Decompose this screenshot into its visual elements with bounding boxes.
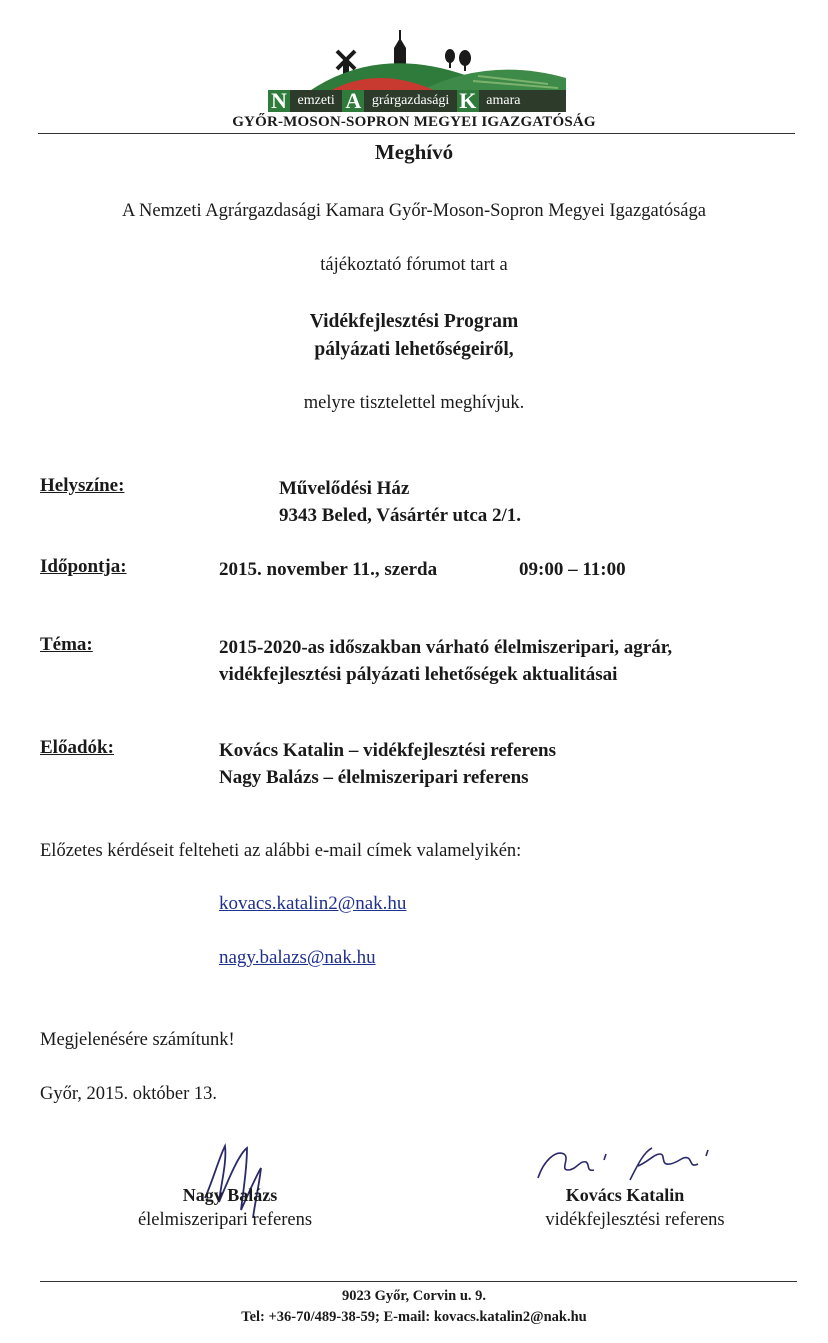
topic-title-1: Vidékfejlesztési Program — [309, 311, 519, 332]
organization-unit: GYŐR-MOSON-SOPRON MEGYEI IGAZGATÓSÁG — [232, 114, 596, 130]
header-divider — [38, 133, 795, 134]
logo-word-grargazdasagi: grárgazdasági — [371, 93, 450, 108]
logo-letter-n: N — [268, 90, 290, 112]
intro-line-2: tájékoztató fórumot tart a — [320, 255, 508, 275]
email-link-kovacs[interactable]: kovacs.katalin2@nak.hu — [219, 893, 407, 914]
location-line-1: Művelődési Ház — [279, 478, 410, 499]
intro-line-1: A Nemzeti Agrárgazdasági Kamara Győr-Moson-Sopron Megyei Igazgatósága — [122, 201, 706, 221]
speaker-1: Kovács Katalin – vidékfejlesztési referens — [219, 740, 557, 761]
footer-contact: Tel: +36-70/489-38-59; E-mail: kovacs.katalin2@nak.hu — [241, 1309, 587, 1325]
footer-divider — [40, 1281, 797, 1282]
time-date: 2015. november 11., szerda — [219, 559, 438, 580]
closing-text: Megjelenésére számítunk! — [40, 1030, 235, 1050]
signature-kovacs-icon — [530, 1140, 720, 1190]
logo-letter-a: A — [342, 90, 364, 112]
time-hours: 09:00 – 11:00 — [519, 559, 626, 580]
email-link-nagy[interactable]: nagy.balazs@nak.hu — [219, 947, 376, 968]
chamber-logo — [268, 26, 566, 114]
document-title: Meghívó — [374, 140, 454, 164]
intro-line-3: melyre tisztelettel meghívjuk. — [303, 393, 525, 413]
landscape-logo-icon — [268, 26, 566, 92]
signature-name-nagy: Nagy Balázs — [182, 1185, 278, 1205]
topic-line-2: vidékfejlesztési pályázati lehetőségek aktualitásai — [219, 664, 618, 685]
topic-title-2: pályázati lehetőségeiről, — [314, 339, 514, 360]
topic-line-1: 2015-2020-as időszakban várható élelmiszeripari, agrár, — [219, 637, 673, 658]
logo-letter-k: K — [457, 90, 479, 112]
signature-nagy-icon — [195, 1140, 285, 1220]
place-date: Győr, 2015. október 13. — [40, 1084, 218, 1104]
signature-role-kovacs: vidékfejlesztési referens — [545, 1210, 725, 1230]
logo-word-amara: amara — [486, 93, 521, 108]
footer-address: 9023 Győr, Corvin u. 9. — [341, 1288, 487, 1304]
speaker-2: Nagy Balázs – élelmiszeripari referens — [219, 767, 529, 788]
topic-label: Téma: — [40, 634, 93, 655]
signature-role-nagy: élelmiszeripari referens — [137, 1210, 313, 1230]
location-line-2: 9343 Beled, Vásártér utca 2/1. — [279, 505, 522, 526]
questions-text: Előzetes kérdéseit felteheti az alábbi e-mail címek valamelyikén: — [40, 841, 522, 861]
signature-name-kovacs: Kovács Katalin — [565, 1185, 685, 1205]
time-label: Időpontja: — [40, 556, 127, 577]
location-label: Helyszíne: — [40, 475, 125, 496]
speakers-label: Előadók: — [40, 737, 114, 758]
logo-word-emzeti: emzeti — [297, 93, 335, 108]
